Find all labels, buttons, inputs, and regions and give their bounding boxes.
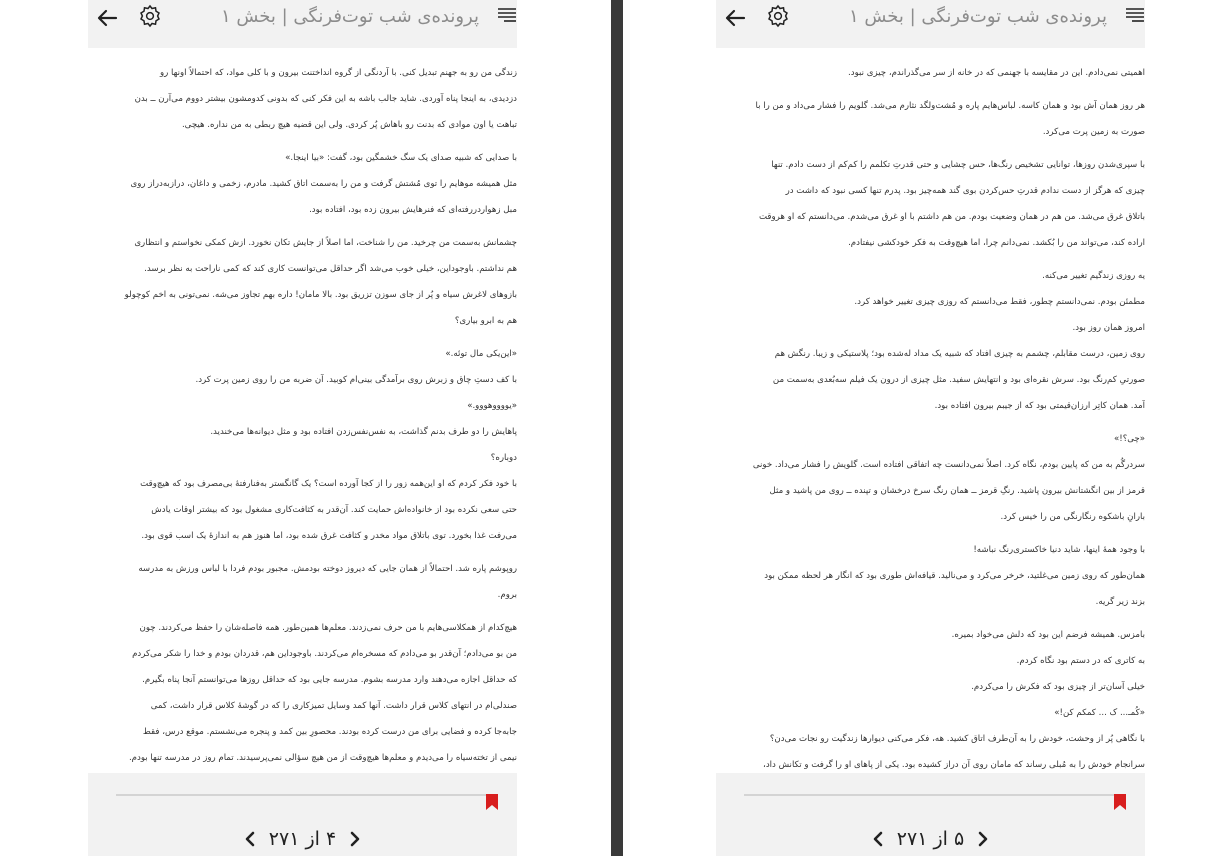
book-title: پرونده‌ی شب توت‌فرنگی | بخش ۱ [220,6,479,27]
text-line: روی زمین، درست مقابلم، چشمم به چیزی افتاد که شبیه یک مداد له‌شده بود؛ پلاستیکی و زیبا. رنگش هم [774,349,1145,359]
page-indicator: ۴ از ۲۷۱ [268,828,337,850]
page-text [716,60,1145,772]
next-page-chevron-icon[interactable] [976,831,990,847]
text-line: یه روزی زندگیم تغییر می‌کنه. [1042,271,1145,281]
text-line: «این‌یکی مال توئه.» [445,349,517,359]
text-line: می‌رفت غذا بخورد. توی باتلاق مواد مخدر و کثافت غرق شده بود، اما هنوز هم به اندازهٔ یک اسب قوی بود. [141,531,517,541]
back-arrow-icon[interactable] [94,4,122,32]
next-page-chevron-icon[interactable] [348,831,362,847]
text-line: بازوهای لاغرش سیاه و پُر از جای سوزن تزریق بود. بالا مامان! داره بهم تجاوز می‌شه. نمی‌تونی به اخم کوچولو [124,290,517,300]
right-reader-page [716,0,1145,856]
text-line: بارانِ باشکوه رنگارنگی من را خیس کرد. [1000,512,1145,522]
reader-footer [88,773,517,856]
text-line: هم نداشتم. باوجوداین، خیلی خوب می‌شد اگر حداقل می‌توانست کاری کند که کمی ناراحت به نظر برسد. [144,264,517,274]
text-line: اراده کند، می‌تواند من را بُکشد. نمی‌دانم چرا، اما هیچ‌وقت به فکر خودکشی نیفتادم. [848,238,1145,248]
text-line: چشمانش به‌سمت من چرخید. من را شناخت، اما اصلاً از جایش تکان نخورد. ازش کمکی نخواستم و انتظاری [134,238,517,248]
settings-gear-icon[interactable] [138,4,162,28]
screen-divider [611,0,623,856]
text-line: تباهت یا اون موادی که بدنت رو باهاش پُر کردی. ولی این قضیه هیچ ربطی به من نداره. هیچی. [181,120,517,130]
text-line: امروز همان روز بود. [1072,323,1145,333]
text-line: هم به ابرو بیاری؟ [454,316,517,326]
text-line: پاهایش را دو طرف بدنم گذاشت، به نفس‌نفس‌زدن افتاده بود و مثل دیوانه‌ها می‌خندید. [210,427,517,437]
text-line: به کاتری که در دستم بود نگاه کردم. [1016,656,1145,666]
text-line: با نگاهی پُر از وحشت، خودش را به آن‌طرف اتاق کشید. هه، فکر می‌کنی دیوارها زندگیت رو نجات می‌دن؟ [769,734,1145,744]
book-title: پرونده‌ی شب توت‌فرنگی | بخش ۱ [848,6,1107,27]
reading-progress-bar[interactable] [116,794,486,796]
text-line: نیمی از تخته‌سیاه را می‌دیدم و معلم‌ها هیچ‌وقت از من هیچ سؤالی نمی‌پرسیدند. تمام روز در مدرسه تنها بودم. [128,753,517,763]
text-line: «یووووهووو.» [467,401,517,411]
text-line: جابه‌جا کرده و فضایی برای من درست کرده بودند. محصورِ بین کمد و پنجره می‌نشستم. موقع درس، فقط [142,727,517,737]
text-line: هر روز همان آش بود و همان کاسه. لباس‌هایم پاره و مُشت‌ولگد نثارم می‌شد. گلویم را فشار می‌داد و من را با [755,101,1145,111]
reader-header [88,0,517,48]
previous-page-chevron-icon[interactable] [243,831,257,847]
text-line: با خود فکر کردم که او این‌همه زور را از کجا آورده است؟ یک گانگستر به‌فنارفته‌ٔ بی‌مصرف بود که هیچ‌وقت [140,479,517,489]
text-line: دوباره؟ [490,453,517,463]
text-line: صورت به زمین پرت می‌کرد. [1042,127,1145,137]
page-text [88,60,517,772]
text-line: چیزی که هرگز از دست ندادم قدرتِ حس‌کردن بوی گند همه‌چیز بود. پدرم تنها کسی نبود که داشت در [785,186,1145,196]
bookmark-icon[interactable] [486,794,498,810]
previous-page-chevron-icon[interactable] [871,831,885,847]
text-line: با سپری‌شدن روزها، توانایی تشخیص رنگ‌ها، حس چشایی و حتی قدرتِ تکلمم را کم‌کم از دست دادم. تنها [771,160,1145,170]
text-line: «چی؟!» [1114,434,1145,444]
text-line: آمد. همان کاتِر ارزان‌قیمتی بود که از جیبم بیرون افتاده بود. [934,401,1145,411]
text-line: با صدایی که شبیه صدای یک سگ خشمگین بود، گفت: «بیا اینجا.» [285,153,517,163]
settings-gear-icon[interactable] [766,4,790,28]
table-of-contents-icon[interactable] [1125,6,1145,24]
text-line: خیلی آسان‌تر از چیزی بود که فکرش را می‌کردم. [971,682,1145,692]
text-line: سرانجام خودش را به مُبلی رساند که مامان روی آن دراز کشیده بود. یکی از پاهای او را گرفت و تکانش داد، [763,760,1145,770]
text-line: سردرگُم به من که پایین بودم، نگاه کرد. اصلاً نمی‌دانست چه اتفاقی افتاده است. گلویش را فشار می‌داد. خونی [752,460,1145,470]
text-line: بزند زیر گریه. [1095,597,1145,607]
text-line: بروم. [497,590,517,600]
text-line: زندگی من رو به جهنم تبدیل کنی. با آردنگی از گروه انداختنت بیرون و با کلی مواد، که احتمالاً اونها رو [159,68,517,78]
table-of-contents-icon[interactable] [497,6,517,24]
text-line: مثل همیشه موهایم را توی مُشتش گرفت و من را به‌سمت اتاق کشید. مادرم، زخمی و داغان، درازبه‌دراز روی [130,179,517,189]
page-navigator [716,828,1145,851]
page-indicator: ۵ از ۲۷۱ [896,828,965,850]
back-arrow-icon[interactable] [722,4,750,32]
text-line: روپوشم پاره شد. احتمالاً از همان جایی که دیروز دوخته بودمش. مجبور بودم فردا با لباس ورزش به مدرسه [138,564,517,574]
text-line: من بو می‌دادم؛ آن‌قدر بو می‌دادم که مسخره‌ام می‌کردند. باوجوداین هم، قدردان بودم و خدا را شکر می‌کردم [132,649,517,659]
reader-header [716,0,1145,48]
text-line: صورتیِ کم‌رنگ بود. سرش نقره‌ای بود و انتهایش سفید. مثل چیزی از درون یک فیلم سه‌بُعدی به‌سمت من [772,375,1145,385]
text-line: «کُمـ... ک ... کمکم کن!» [1054,708,1145,718]
reader-footer [716,773,1145,856]
text-line: صندلی‌ام در انتهای کلاس قرار داشت. آنها کمد وسایل تمیزکاری را که در گوشهٔ کلاس قرار داشت، کمی [150,701,517,711]
bookmark-icon[interactable] [1114,794,1126,810]
text-line: مبل زهواردررفته‌ای که فنرهایش بیرون زده بود، افتاده بود. [309,205,517,215]
text-line: اهمیتی نمی‌دادم. این در مقایسه با جهنمی که در خانه از سر می‌گذراندم، چیزی نبود. [848,68,1145,78]
text-line: که حداقل اجازه می‌دهند وارد مدرسه بشوم. مدرسه جایی بود که حداقل روزها می‌توانستم آنجا پناه بگیرم. [142,675,517,685]
text-line: حتی سعی نکرده بود از خانواده‌اش حمایت کند. آن‌قدر به کثافت‌کاری مشغول بود که بیشتر اوقات یادش [151,505,517,515]
text-line: مطمئن بودم. نمی‌دانستم چطور، فقط می‌دانستم که روزی چیزی تغییر خواهد کرد. [854,297,1145,307]
text-line: همان‌طور که روی زمین می‌غلتید، خرخر می‌کرد و می‌نالید. قیافه‌اش طوری بود که انگار هر لحظه ممکن بود [764,571,1145,581]
text-line: بامزس. همیشه فرضم این بود که دلش می‌خواد بمیره. [951,630,1145,640]
text-line: قرمز از بین انگشتانش بیرون پاشید. رنگِ قرمز ــ همان رنگ سرخ درخشان و تپنده ــ روی من پاشید و مثل [769,486,1145,496]
text-line: با وجود همهٔ اینها، شاید دنیا خاکستری‌رنگ نباشه! [973,545,1145,555]
left-reader-page [88,0,517,856]
text-line: هیچ‌کدام از همکلاسی‌هایم با من حرف نمی‌زدند. معلم‌ها همین‌طور. همه فاصله‌شان را حفظ می‌کردند. چون [139,623,517,633]
text-line: باتلاق غرق می‌شد. من هم در همان وضعیت بودم. من هم داشتم با او غرق می‌شدم. می‌دانستم که او هروقت [758,212,1145,222]
text-line: با کف دستِ چاق و زبرش روی برآمدگی بینی‌ام کوبید. آن ضربه من را روی زمین پرت کرد. [195,375,517,385]
page-navigator [88,828,517,851]
reading-progress-bar[interactable] [744,794,1114,796]
text-line: دزدیدی، به اینجا پناه آوردی. شاید جالب باشه به این فکر کنی که بدونی کدومشون بیشتر دووم می‌آرن ــ بدن [134,94,517,104]
